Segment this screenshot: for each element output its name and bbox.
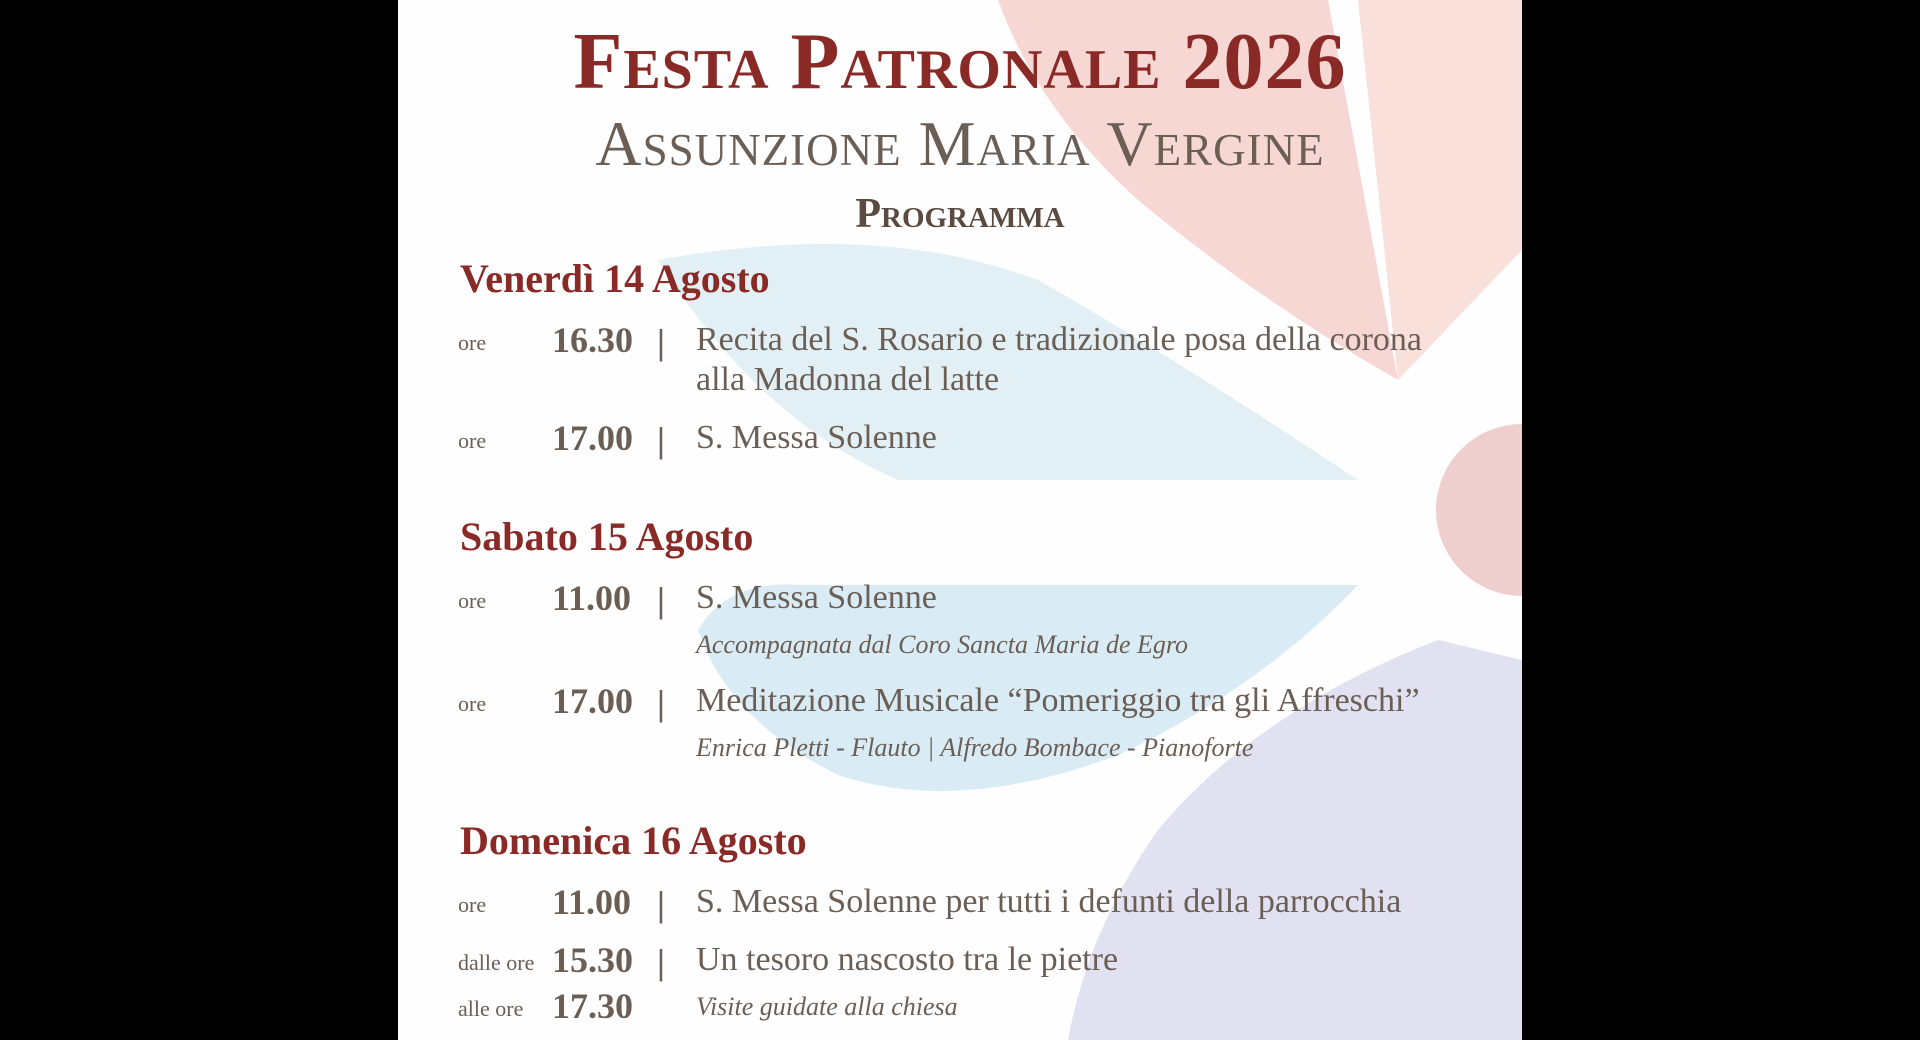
event-time: 16.30	[552, 320, 633, 360]
event-time: 17.00	[552, 418, 633, 458]
separator: |	[657, 942, 665, 982]
event-description: S. Messa Solenne	[696, 419, 937, 456]
event-description: S. Messa Solenne per tutti i defunti della parrocchia	[696, 883, 1402, 920]
separator: |	[657, 420, 665, 460]
separator: |	[657, 580, 665, 620]
event-time: 17.30	[552, 986, 633, 1026]
poster	[398, 0, 1522, 1040]
time-prefix: alle ore	[458, 996, 524, 1021]
event-description: Meditazione Musicale “Pomeriggio tra gli Affreschi”	[696, 682, 1420, 719]
separator: |	[657, 683, 665, 723]
separator: |	[657, 322, 665, 362]
day-heading-saturday: Sabato 15 Agosto	[460, 514, 754, 559]
poster-subtitle: Assunzione Maria Vergine	[595, 108, 1325, 179]
time-prefix: ore	[458, 691, 487, 716]
time-prefix: ore	[458, 428, 487, 453]
event-row	[398, 320, 1522, 398]
event-note: Enrica Pletti - Flauto | Alfredo Bombace - Pianoforte	[696, 733, 1254, 762]
event-row	[398, 882, 1522, 922]
time-prefix: ore	[458, 330, 487, 355]
time-prefix: ore	[458, 892, 487, 917]
event-description: Un tesoro nascosto tra le pietre	[696, 941, 1119, 978]
program-content	[398, 0, 1522, 1040]
event-time: 11.00	[552, 578, 632, 618]
event-row	[398, 418, 1522, 458]
event-row	[398, 681, 1522, 721]
program-heading: Programma	[855, 191, 1065, 237]
event-time: 17.00	[552, 681, 633, 721]
day-heading-sunday: Domenica 16 Agosto	[460, 818, 807, 863]
separator: |	[657, 884, 665, 924]
poster-title: Festa Patronale 2026	[573, 18, 1347, 106]
event-row	[398, 986, 1522, 1026]
event-time: 15.30	[552, 940, 633, 980]
event-row	[398, 940, 1522, 980]
event-row	[398, 578, 1522, 618]
event-description: Recita del S. Rosario e tradizionale posa della corona alla Madonna del latte	[696, 321, 1423, 398]
event-description: S. Messa Solenne	[696, 579, 937, 616]
event-time: 11.00	[552, 882, 632, 922]
event-note: Visite guidate alla chiesa	[696, 992, 958, 1021]
time-prefix: dalle ore	[458, 950, 535, 975]
day-heading-friday: Venerdì 14 Agosto	[460, 256, 770, 301]
time-prefix: ore	[458, 588, 487, 613]
event-note: Accompagnata dal Coro Sancta Maria de Egro	[696, 630, 1189, 659]
